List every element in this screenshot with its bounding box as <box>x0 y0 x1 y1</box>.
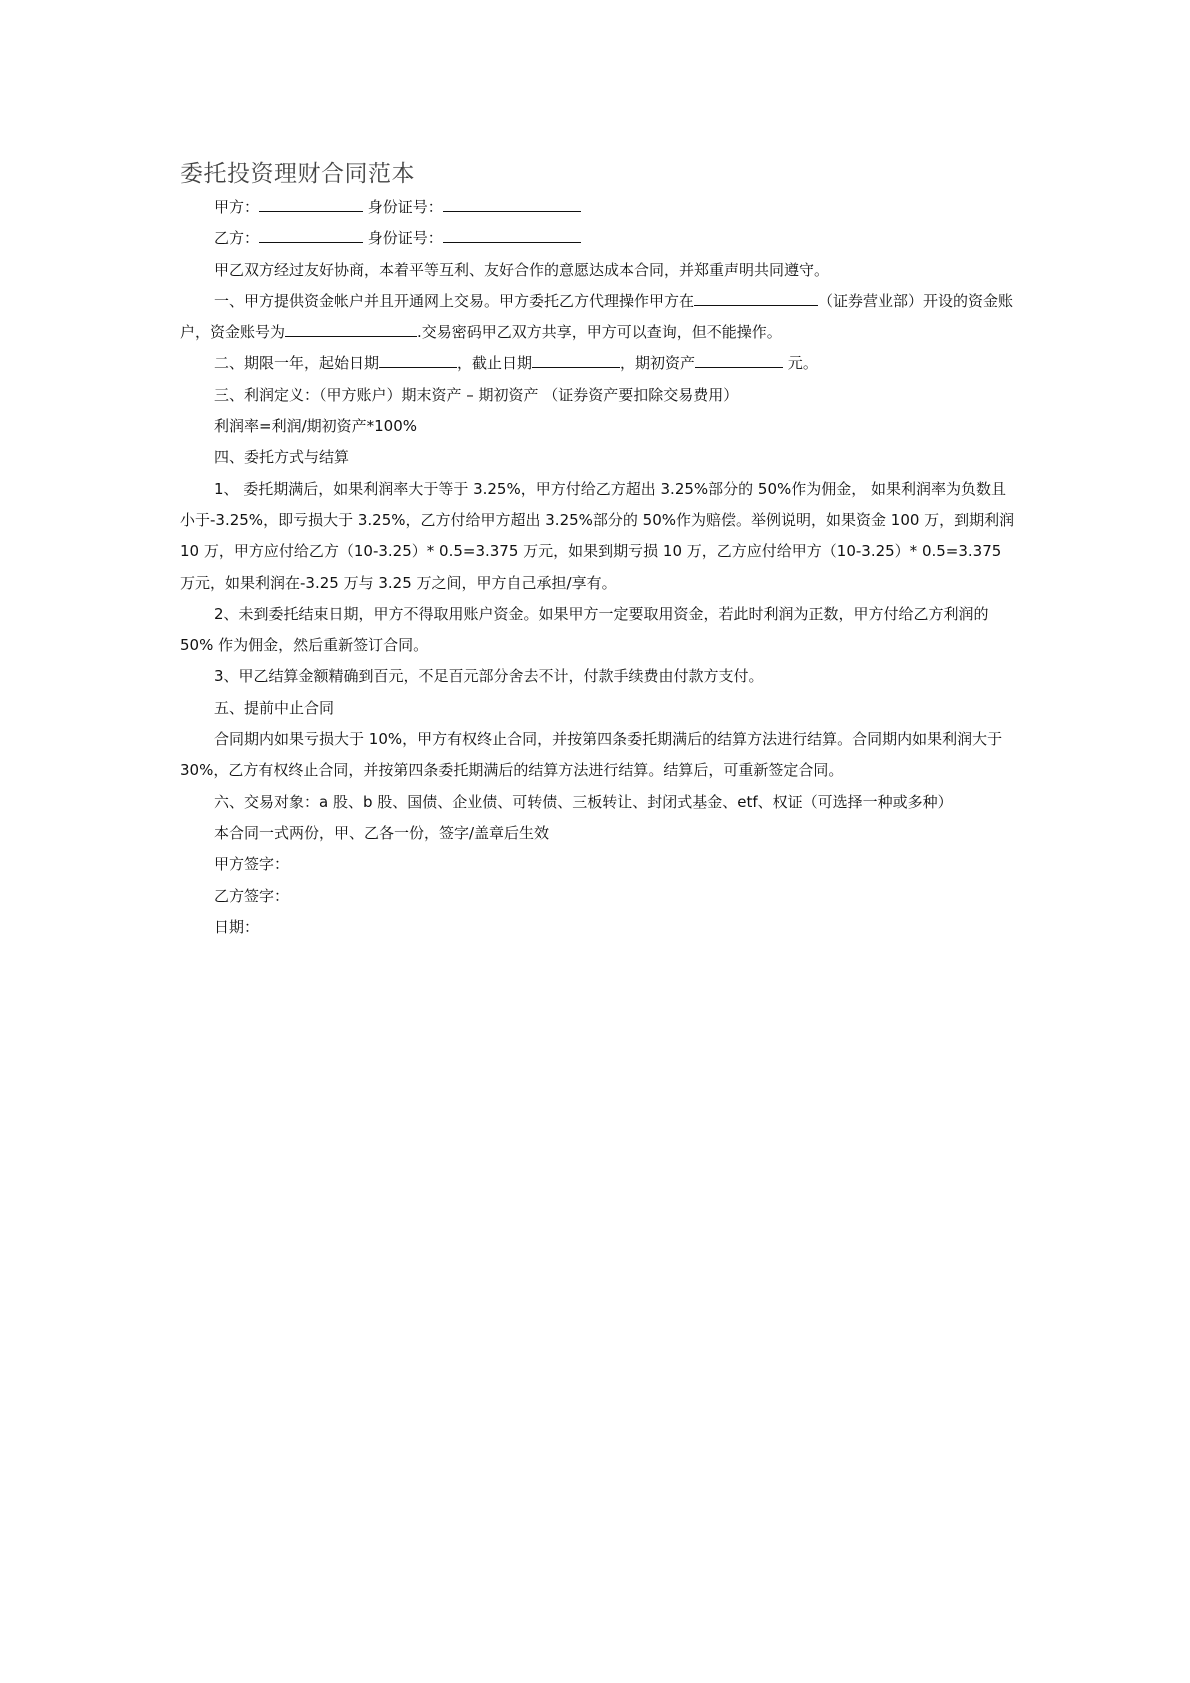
end-date-blank <box>532 353 620 368</box>
party-a-line <box>180 192 1018 223</box>
clause-1 <box>180 286 1018 349</box>
clause-2-text-d: 元。 <box>783 354 818 373</box>
clause-6: 六、交易对象：a 股、b 股、国债、企业债、可转债、三板转让、封闭式基金、etf、权证（可选择一种或多种） <box>214 792 953 811</box>
clause-2-text-a: 二、期限一年，起始日期 <box>214 354 380 373</box>
start-date-blank <box>379 353 457 368</box>
party-a-signature: 甲方签字： <box>214 855 290 874</box>
party-b-name-blank <box>259 228 363 243</box>
brokerage-blank <box>694 291 818 306</box>
account-number-blank <box>285 322 417 337</box>
document-body <box>180 192 1018 943</box>
party-b-line <box>180 223 1018 254</box>
clause-5-heading: 五、提前中止合同 <box>214 698 335 717</box>
clause-5-body: 合同期内如果亏损大于 10%，甲方有权终止合同，并按第四条委托期满后的结算方法进行结算。合同期内如果利润大于 30%，乙方有权终止合同，并按第四条委托期满后的结算方法进行结算。结算后，可重新签定合同。 <box>180 730 1003 780</box>
party-a-id-blank <box>443 197 581 212</box>
party-a-label: 甲方： <box>214 198 260 216</box>
document-title: 委托投资理财合同范本 <box>180 161 415 187</box>
party-b-id-label: 身份证号： <box>367 229 443 248</box>
clause-1-text-a: 一、甲方提供资金帐户并且开通网上交易。甲方委托乙方代理操作甲方在 <box>214 291 695 310</box>
copies-statement: 本合同一式两份，甲、乙各一份，签字/盖章后生效 <box>214 823 550 842</box>
clause-3: 三、利润定义：（甲方账户）期末资产 – 期初资产 （证券资产要扣除交易费用） <box>214 385 739 404</box>
clause-4-2: 2、未到委托结束日期，甲方不得取用账户资金。如果甲方一定要取用资金，若此时利润为正数，甲方付给乙方利润的 50% 作为佣金，然后重新签订合同。 <box>180 604 989 655</box>
clause-2-text-b: ，截止日期 <box>457 354 533 373</box>
party-a-id-label: 身份证号： <box>367 198 443 216</box>
party-b-label: 乙方： <box>214 229 260 248</box>
initial-assets-blank <box>695 353 783 368</box>
party-b-signature: 乙方签字： <box>214 886 290 905</box>
clause-4-1: 1、 委托期满后，如果利润率大于等于 3.25%，甲方付给乙方超出 3.25%部分的 50%作为佣金， 如果利润率为负数且小于-3.25%，即亏损大于 3.25%，乙方付给甲方超出 3.25%部分的 50%作为赔偿。举例说明，如果资金 100 万，到期利润 10 万，甲方应付给乙方（10-3.25）* 0.5=3.375 万元，如果到期亏损 10 万，乙方应付给甲方（10-3.25）* 0.5=3.375 万元，如果利润在-3.25 万与 3.25 万之间，甲方自己承担/享有。 <box>180 479 1015 592</box>
clause-2 <box>180 348 1018 379</box>
clause-2-text-c: ，期初资产 <box>620 354 696 373</box>
clause-1-text-c: .交易密码甲乙双方共享，甲方可以查询，但不能操作。 <box>417 323 782 342</box>
party-a-name-blank <box>259 197 363 212</box>
clause-4-heading: 四、委托方式与结算 <box>214 448 350 467</box>
date-line: 日期： <box>214 917 260 936</box>
clause-1-text-b: （证券营业部）开设的资金账户，资金账号为 <box>180 291 1014 342</box>
profit-rate-formula: 利润率=利润/期初资产*100% <box>214 417 418 436</box>
intro-paragraph: 甲乙双方经过友好协商，本着平等互利、友好合作的意愿达成本合同，并郑重声明共同遵守。 <box>214 260 830 279</box>
clause-4-3: 3、甲乙结算金额精确到百元，不足百元部分舍去不计，付款手续费由付款方支付。 <box>214 667 764 686</box>
party-b-id-blank <box>443 228 581 243</box>
